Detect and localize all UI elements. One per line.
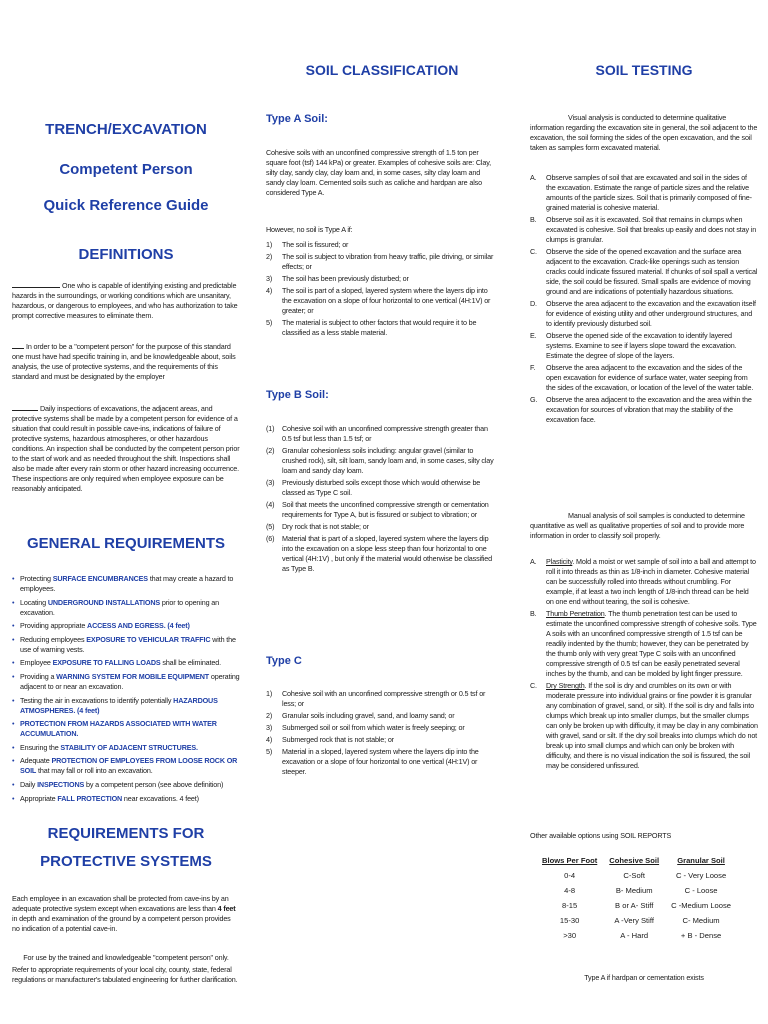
list-item: 1) Cohesive soil with an unconfined compressive strength or 0.5 tsf or less; or xyxy=(266,689,486,708)
list-item: 3) Submerged soil or soil from which water is freely seeping; or xyxy=(266,723,465,732)
type-a-paragraph: Cohesive soils with an unconfined compressive strength of 1.5 ton per square foot (tsf) 144 kPa) or greater. Examples of cohesive soils are: Clay, silty clay, sandy clay, clay loam and, in some cases, silty clay loam and sandy clay loam. Cemented soils such as caliche and hardpan are also considered Type A. xyxy=(266,148,491,197)
guide-title-line-3: Quick Reference Guide xyxy=(43,197,209,214)
guide-title-line-1: TRENCH/EXCAVATION xyxy=(45,121,207,138)
table-header-row xyxy=(536,856,737,868)
table-cell: C-Soft xyxy=(623,871,645,880)
list-item: • Providing appropriate ACCESS AND EGRESS. (4 feet) xyxy=(12,621,240,631)
soil-testing-heading: SOIL TESTING xyxy=(595,62,693,78)
list-item: 5) Material in a sloped, layered system where the layers dip into the excavation or a slope of four horizontal to one vertical (4H:1V) or steeper. xyxy=(266,747,479,776)
type-b-list xyxy=(266,424,494,576)
list-item: • Reducing employees EXPOSURE TO VEHICULAR TRAFFIC with the use of warning vests. xyxy=(12,635,240,655)
list-item: • Appropriate FALL PROTECTION near excavations. 4 feet) xyxy=(12,794,240,804)
table-row xyxy=(536,913,737,928)
list-item: C. Dry Strength. If the soil is dry and crumbles on its own or with moderate pressure into individual grains or fine powder it is granular any combination of gravel, sand, or silt). If the soil is dry and falls into clumps which break up into smaller clumps, but the smaller clumps can only be broken up with difficulty, it may be clay in any combination with gravel, sand or silt. If the dry soil breaks into clumps which do not break up into small clumps and which can only be broken with difficulty, and there is no visual indication the soil is fissured, the soil may be considered unfissured. xyxy=(530,681,758,770)
table-header-cell: Blows Per Foot xyxy=(542,856,598,865)
table-cell: 0-4 xyxy=(564,871,576,880)
list-item: 2) Granular soils including gravel, sand, and loamy sand; or xyxy=(266,711,455,720)
table-cell: B- Medium xyxy=(615,886,653,895)
visual-analysis-list xyxy=(530,173,758,427)
blows-per-foot-table xyxy=(536,856,737,943)
list-item: (4) Soil that meets the unconfined compressive strength or cementation requirements for Type A, but is fissured or subject to vibration; or xyxy=(266,500,489,519)
list-item: C. Observe the side of the opened excavation and the surface area adjacent to the excavation. Crack-like openings such as tension cracks could indicate fissured material. If chunks of soil spall a vertical side, the soil could be fissured. Small spalls are evidence of moving ground and are indications of potentially hazardous situations. xyxy=(530,247,758,296)
definition-competent-person: One who is capable of identifying existing and predictable hazards in the surroundings, or working conditions which are unsanitary, hazardous, or dangerous to employees, and who has authorization to take prompt corrective measures to eliminate them. xyxy=(12,281,238,320)
blank-line xyxy=(12,287,60,288)
list-item: (3) Previously disturbed soils except those which would otherwise be classed as Type C soil. xyxy=(266,478,481,497)
definition-inspections: Daily inspections of excavations, the adjacent areas, and protective systems shall be made by a competent person for evidence of a situation that could result in possible cave-ins, indications of failure of protective systems, hazardous atmospheres, or other hazardous conditions. An inspection shall be conducted by the competent person prior to the start of work and as needed throughout the shift. Inspections shall also be made after every rain storm or other hazard increasing occurrence. These inspections are only required when employee exposure can be reasonably anticipated. xyxy=(12,404,240,493)
soil-classification-heading: SOIL CLASSIFICATION xyxy=(305,62,459,78)
type-a-exceptions-list xyxy=(266,240,494,340)
list-item: 1) The soil is fissured; or xyxy=(266,240,349,249)
list-item: (1) Cohesive soil with an unconfined compressive strength greater than 0.5 tsf but less than 1.5 tsf; or xyxy=(266,424,488,443)
list-item: (6) Material that is part of a sloped, layered system where the layers dip into the excavation on a slope less steep than four horizontal to one vertical (4H:1V) , but only if the material would otherwise be classified as Type B. xyxy=(266,534,492,573)
list-item: • Daily INSPECTIONS by a competent person (see above definition) xyxy=(12,780,240,790)
list-item: B. Observe soil as it is excavated. Soil that remains in clumps when excavated is cohesive. Soil that breaks up easily and does not stay in clumps is granular. xyxy=(530,215,757,244)
list-item: • Testing the air in excavations to identify potentially HAZARDOUS ATMOSPHERES. (4 feet) xyxy=(12,696,240,716)
list-item: 2) The soil is subject to vibration from heavy traffic, pile driving, or similar effects; or xyxy=(266,252,494,271)
protective-heading-line-2: PROTECTIVE SYSTEMS xyxy=(40,853,212,870)
table-row xyxy=(536,883,737,898)
table-row xyxy=(536,868,737,883)
type-b-title: Type B Soil: xyxy=(266,389,329,401)
table-header-cell: Cohesive Soil xyxy=(609,856,660,865)
definition-training: In order to be a "competent person" for the purpose of this standard one must have had specific training in, and be knowledgeable about, soils analysis, the use of protective systems, and the requirements of this standard and must be designated by the employer xyxy=(12,342,236,381)
definitions-heading: DEFINITIONS xyxy=(78,246,174,263)
blank-line xyxy=(12,410,38,411)
type-c-title: Type C xyxy=(266,655,302,667)
list-item: • Protecting SURFACE ENCUMBRANCES that may create a hazard to employees. xyxy=(12,574,240,594)
list-item: D. Observe the area adjacent to the excavation and the excavation itself for evidence of existing utility and other underground structures, and to identify previously disturbed soil. xyxy=(530,299,756,328)
list-item: (5) Dry rock that is not stable; or xyxy=(266,522,369,531)
table-cell: C- Medium xyxy=(682,916,720,925)
table-cell: 8-15 xyxy=(562,901,578,910)
list-item: G. Observe the area adjacent to the excavation and the area within the excavation for sources of vibration that may the stability of the excavation face. xyxy=(530,395,752,424)
table-row xyxy=(536,898,737,913)
table-cell: A - Hard xyxy=(620,931,649,940)
list-item: F. Observe the area adjacent to the excavation and the sides of the open excavation for evidence of surface water, water seeping from the sides of the excavation, or location of the level of the water table. xyxy=(530,363,754,392)
list-item: • Ensuring the STABILITY OF ADJACENT STRUCTURES. xyxy=(12,743,240,753)
list-item: E. Observe the opened side of the excavation to identify layered systems. Examine to see if layers slope toward the excavation. Estimate the degree of slope of the layers. xyxy=(530,331,737,360)
table-cell: C - Very Loose xyxy=(675,871,727,880)
table-cell: C -Medium Loose xyxy=(671,901,732,910)
table-cell: B or A- Stiff xyxy=(615,901,654,910)
type-c-list xyxy=(266,689,494,779)
protective-paragraph: Each employee in an excavation shall be protected from cave-ins by an adequate protective system except when excavations are less than 4 feet in depth and examination of the ground by a competent person provides no indication of a potential cave-in. xyxy=(12,894,236,933)
blank-line xyxy=(12,348,24,349)
list-item: • PROTECTION FROM HAZARDS ASSOCIATED WITH WATER ACCUMULATION. xyxy=(12,719,240,739)
visual-analysis-intro: Visual analysis is conducted to determine qualitative information regarding the excavation site in general, the soil adjacent to the excavation, the soil forming the sides of the open excavation, and the soil taken as samples form excavated material. xyxy=(530,113,758,152)
table-cell: A -Very Stiff xyxy=(614,916,654,925)
table-cell: 4-8 xyxy=(564,886,576,895)
list-item: • Employee EXPOSURE TO FALLING LOADS shall be eliminated. xyxy=(12,658,240,668)
table-header-cell: Granular Soil xyxy=(677,856,725,865)
table-body xyxy=(536,868,737,943)
list-item: 4) Submerged rock that is not stable; or xyxy=(266,735,394,744)
list-item: • Adequate PROTECTION OF EMPLOYEES FROM LOOSE ROCK OR SOIL that may fall or roll into an excavation. xyxy=(12,756,240,776)
general-requirements-list xyxy=(12,574,240,807)
list-item: B. Thumb Penetration. The thumb penetration test can be used to estimate the unconfined compressive strength of cohesive soils. Type A soils with an unconfined compressive strength of 1.5 tsf can be readily indented by the thumb; however, they can be penetrated by the thumb only with very great Type C soils with an unconfined compressive strength of 0.5 tsf can be easily penetrated several inches by the thumb, and can be molded by light finger pressure. xyxy=(530,609,757,678)
table-cell: >30 xyxy=(563,931,577,940)
guide-title-line-2: Competent Person xyxy=(59,161,193,178)
list-item: • Providing a WARNING SYSTEM FOR MOBILE EQUIPMENT operating adjacent to or near an excavation. xyxy=(12,672,240,692)
table-cell: C - Loose xyxy=(684,886,718,895)
usage-note: For use by the trained and knowledgeable "competent person" only. xyxy=(23,953,229,962)
list-item: A. Observe samples of soil that are excavated and soil in the sides of the excavation. Estimate the range of particle sizes and the relative amounts of the particle sizes. Soil that is primarily composed of fine-grained material is cohesive material. xyxy=(530,173,752,212)
reference-note: Refer to appropriate requirements of your local city, county, state, federal regulations or manufacturer's tabulated engineering for further clarification. xyxy=(12,965,238,984)
list-item: 3) The soil has been previously disturbed; or xyxy=(266,274,409,283)
type-a-title: Type A Soil: xyxy=(266,113,328,125)
list-item: A. Plasticity. Mold a moist or wet sample of soil into a ball and attempt to roll it into threads as thin as 1/8-inch in diameter. Cohesive material can be successfully rolled into threads without crumbling. For example, if at least a two inch length of 1/8-inch thread can be held on one end without tearing, the soil is cohesive. xyxy=(530,557,756,606)
manual-analysis-list xyxy=(530,557,758,773)
table-row xyxy=(536,928,737,943)
other-options-note: Other available options using SOIL REPORTS xyxy=(530,831,672,840)
list-item: • Locating UNDERGROUND INSTALLATIONS prior to opening an excavation. xyxy=(12,598,240,618)
table-cell: 15-30 xyxy=(559,916,580,925)
type-a-however: However, no soil is Type A if: xyxy=(266,225,353,234)
table-cell: + B - Dense xyxy=(680,931,722,940)
list-item: 4) The soil is part of a sloped, layered system where the layers dip into the excavation on a slope of four horizontal to one vertical (4H:1V) or greater; or xyxy=(266,286,491,315)
table-note: Type A if hardpan or cementation exists xyxy=(584,973,704,982)
manual-analysis-intro: Manual analysis of soil samples is conducted to determine quantitative as well as qualitative properties of soil and to provide more information in order to classify soil properly. xyxy=(530,511,745,540)
list-item: 5) The material is subject to other factors that would require it to be classified as a less stable material. xyxy=(266,318,477,337)
protective-heading-line-1: REQUIREMENTS FOR xyxy=(47,825,205,842)
list-item: (2) Granular cohesionless soils including: angular gravel (similar to crushed rock), silt, silt loam, sandy loam and, in some cases, silty clay loam and sandy clay loam. xyxy=(266,446,494,475)
general-requirements-heading: GENERAL REQUIREMENTS xyxy=(26,535,226,552)
